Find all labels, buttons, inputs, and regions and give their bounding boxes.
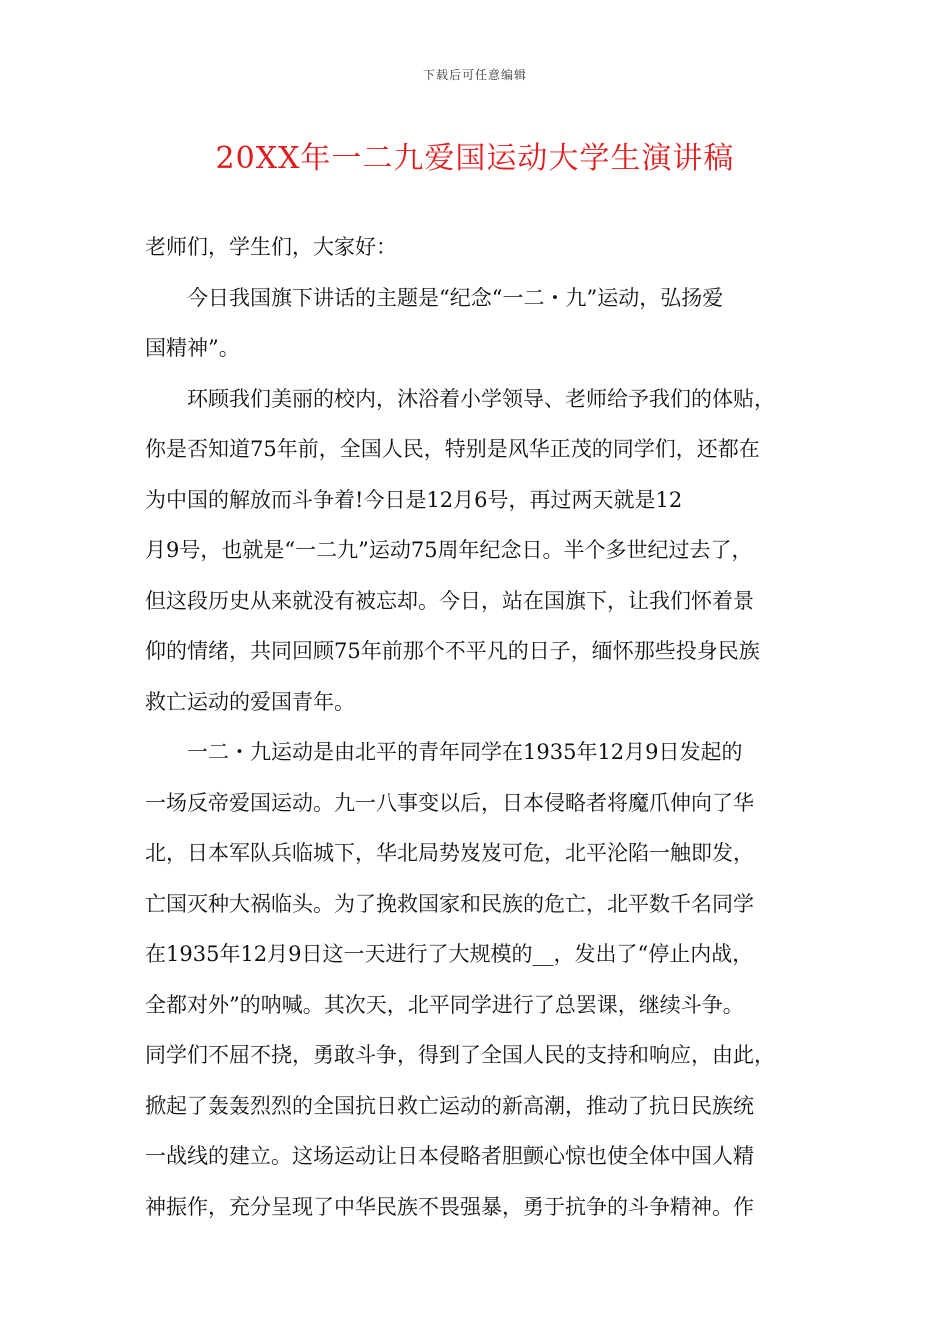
body-line: 神振作，充分呈现了中华民族不畏强暴，勇于抗争的斗争精神。作 bbox=[145, 1194, 754, 1219]
body-line-greeting: 老师们，学生们，大家好： bbox=[145, 235, 397, 259]
body-line: 亡国灭种大祸临头。为了挽救国家和民族的危亡，北平数千名同学 bbox=[145, 891, 754, 916]
body-line: 全都对外”的呐喊。其次天，北平同学进行了总罢课，继续斗争。 bbox=[145, 992, 744, 1017]
body-line: 国精神”。 bbox=[145, 336, 240, 360]
body-line: 一二・九运动是由北平的青年同学在1935年12月9日发起的 bbox=[187, 740, 743, 764]
body-line: 月9号，也就是“一二九”运动75周年纪念日。半个多世纪过去了， bbox=[145, 538, 753, 562]
body-line: 一场反帝爱国运动。九一八事变以后，日本侵略者将魔爪伸向了华 bbox=[145, 790, 754, 815]
document-body bbox=[145, 222, 810, 1232]
body-line: 仰的情绪，共同回顾75年前那个不平凡的日子，缅怀那些投身民族 bbox=[145, 639, 760, 663]
body-line: 掀起了轰轰烈烈的全国抗日救亡运动的新高潮，推动了抗日民族统 bbox=[145, 1093, 754, 1118]
body-line: 救亡运动的爱国青年。 bbox=[145, 689, 355, 714]
header-note: 下载后可任意编辑 bbox=[422, 68, 527, 82]
body-line: 今日我国旗下讲话的主题是“纪念“一二・九”运动，弘扬爱 bbox=[187, 285, 724, 310]
body-line: 为中国的解放而斗争着!今日是12月6号，再过两天就是12 bbox=[145, 487, 683, 512]
body-line: 一战线的建立。这场运动让日本侵略者胆颤心惊也使全体中国人精 bbox=[145, 1144, 754, 1168]
body-line: 同学们不屈不挠，勇敢斗争，得到了全国人民的支持和响应，由此， bbox=[145, 1043, 775, 1067]
body-line: 但这段历史从来就没有被忘却。今日，站在国旗下，让我们怀着景 bbox=[145, 588, 754, 613]
document-title: 20XX年一二九爱国运动大学生演讲稿 bbox=[215, 141, 735, 176]
body-line: 在1935年12月9日这一天进行了大规模的__，发出了“停止内战， bbox=[145, 942, 754, 966]
body-line: 环顾我们美丽的校内，沐浴着小学领导、老师给予我们的体贴， bbox=[187, 386, 775, 411]
body-line: 北，日本军队兵临城下，华北局势岌岌可危，北平沦陷一触即发， bbox=[145, 841, 754, 865]
body-line: 你是否知道75年前，全国人民，特别是风华正茂的同学们，还都在 bbox=[145, 437, 760, 461]
